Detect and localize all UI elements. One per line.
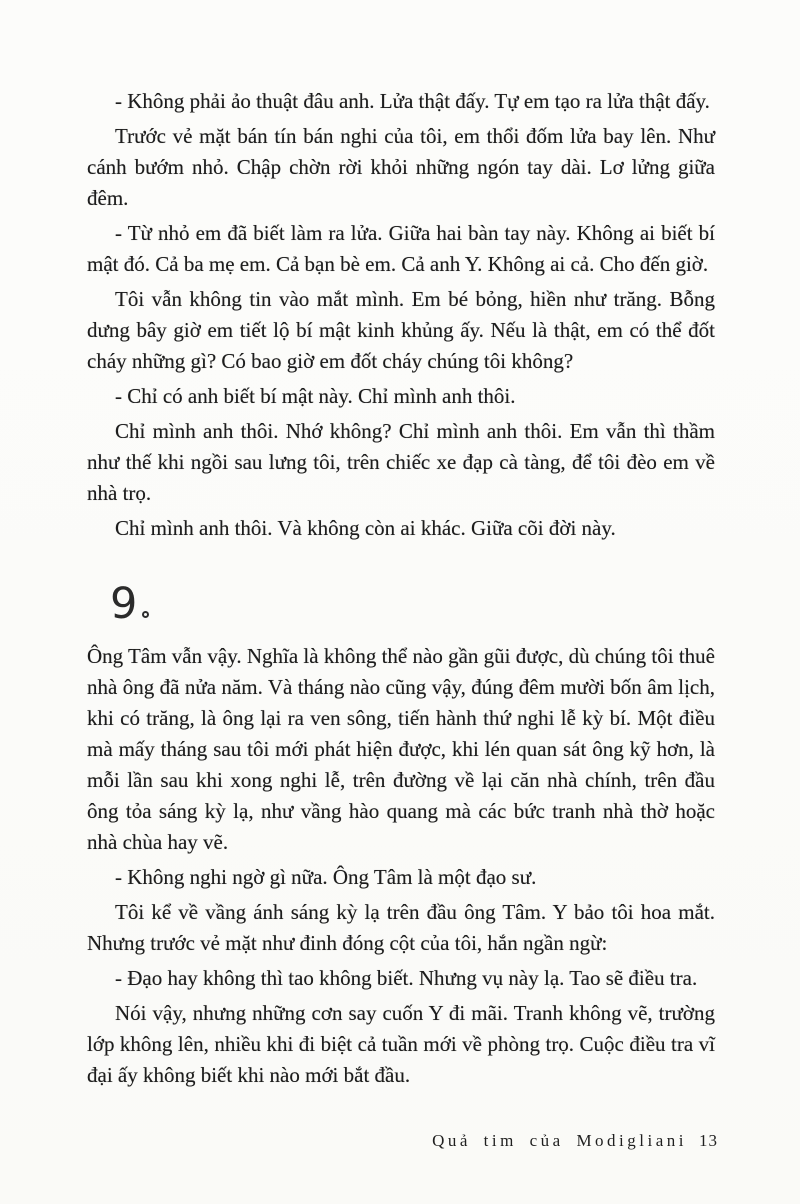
paragraph: Chỉ mình anh thôi. Và không còn ai khác. Giữa cõi đời này. — [115, 516, 616, 540]
running-title: Quả tim của Modigliani — [432, 1131, 687, 1150]
paragraph: - Từ nhỏ em đã biết làm ra lửa. Giữa hai bàn tay này. Không ai biết bí mật đó. Cả ba mẹ em. Cả bạn bè em. Cả anh Y. Không ai cả. Cho đến giờ. — [87, 221, 715, 276]
chapter-number-dot — [142, 611, 149, 618]
paragraph: Nói vậy, nhưng những cơn say cuốn Y đi mãi. Tranh không vẽ, trường lớp không lên, nhiều khi đi biệt cả tuần mới về phòng trọ. Cuộc điều tra vĩ đại ấy không biết khi nào mới bắt đầu. — [87, 1001, 715, 1087]
page-footer — [432, 1131, 718, 1151]
paragraph: - Đạo hay không thì tao không biết. Nhưng vụ này lạ. Tao sẽ điều tra. — [115, 966, 698, 990]
paragraph: - Không phải ảo thuật đâu anh. Lửa thật đấy. Tự em tạo ra lửa thật đấy. — [115, 89, 710, 113]
page-number: 13 — [699, 1131, 718, 1150]
paragraph: Chỉ mình anh thôi. Nhớ không? Chỉ mình anh thôi. Em vẫn thì thầm như thế khi ngồi sau lưng tôi, trên chiếc xe đạp cà tàng, để tôi đèo em về nhà trọ. — [87, 419, 715, 505]
chapter-heading — [87, 571, 715, 627]
paragraph: Ông Tâm vẫn vậy. Nghĩa là không thể nào gần gũi được, dù chúng tôi thuê nhà ông đã nửa năm. Và tháng nào cũng vậy, đúng đêm mười bốn âm lịch, khi có trăng, là ông lại ra ven sông, tiến hành thứ nghi lễ kỳ bí. Một điều mà mấy tháng sau tôi mới phát hiện được, khi lén quan sát ông kỹ hơn, là mỗi lần sau khi xong nghi lễ, trên đường về lại căn nhà chính, trên đầu ông tỏa sáng kỳ lạ, như vầng hào quang mà các bức tranh nhà thờ hoặc nhà chùa hay vẽ. — [87, 644, 715, 854]
paragraph: Trước vẻ mặt bán tín bán nghi của tôi, em thổi đốm lửa bay lên. Như cánh bướm nhỏ. Chập chờn rời khỏi những ngón tay dài. Lơ lửng giữa đêm. — [87, 124, 715, 210]
paragraph: - Chỉ có anh biết bí mật này. Chỉ mình anh thôi. — [115, 384, 516, 408]
page-text-block — [87, 86, 715, 1095]
paragraph: Tôi vẫn không tin vào mắt mình. Em bé bỏng, hiền như trăng. Bỗng dưng bây giờ em tiết lộ bí mật kinh khủng ấy. Nếu là thật, em có thể đốt cháy những gì? Có bao giờ em đốt cháy chúng tôi không? — [87, 287, 715, 373]
chapter-number: 9 — [110, 579, 138, 629]
paragraph: Tôi kể về vầng ánh sáng kỳ lạ trên đầu ông Tâm. Y bảo tôi hoa mắt. Nhưng trước vẻ mặt như đinh đóng cột của tôi, hắn ngần ngừ: — [87, 900, 715, 955]
paragraph: - Không nghi ngờ gì nữa. Ông Tâm là một đạo sư. — [115, 865, 537, 889]
